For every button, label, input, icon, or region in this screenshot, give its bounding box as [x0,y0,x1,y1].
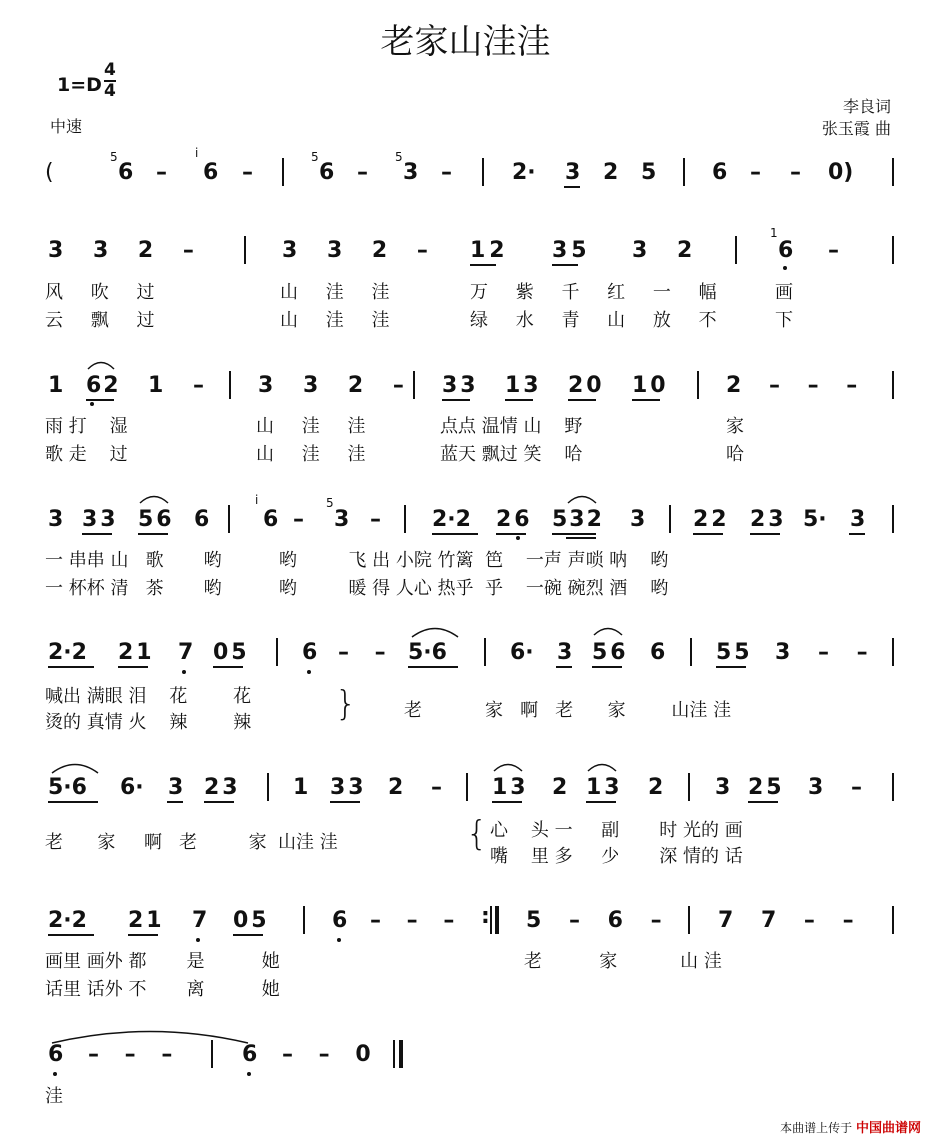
brace-open: { [466,814,488,854]
octave-dot [307,670,311,674]
bar-line [282,158,284,186]
notes: 56 [138,507,175,532]
underline [330,801,360,803]
note: 3 [168,775,184,800]
bar-line [683,158,685,186]
notes: 05 [213,640,250,665]
underline [167,801,183,803]
underline [505,399,533,401]
notes: 22 [693,507,730,532]
lyric-line-1: 喊出 满眼 泪 花 花 [45,686,252,707]
lyric-line-1: 心 头 一 副 时 光的 画 [490,820,743,841]
note: 6 [48,1042,64,1067]
note: 6 [302,640,318,665]
underline [566,537,596,539]
underline [849,533,865,535]
notes: 2·2 [432,507,471,532]
notes: 23 [204,775,241,800]
bar-line [688,906,690,934]
note: 6 [332,908,348,933]
notes: 33 [82,507,119,532]
notes: 21 [128,908,165,933]
time-signature [104,61,116,101]
underline [748,801,778,803]
key-signature: 1=D [57,74,102,96]
lyric-line-2: 烫的 真情 火 辣 辣 [45,712,252,733]
lyric-line-1: 山 洼 洼 [256,416,366,437]
note: 6· [510,640,534,665]
lyric-line-2: 一 杯杯 清 茶 哟 哟 暖 得 人心 热乎 乎 一碗 碗烈 酒 哟 [45,578,669,599]
grace-note: 5 [395,150,403,164]
lyric-line-2: 山 洼 洼 [256,444,366,465]
notes: 33 [330,775,367,800]
lyric-line-1: 老 家 山 洼 [524,951,722,972]
time-signature-top: 4 [104,60,116,80]
lyric-line-1: 山 洼 洼 [280,282,390,303]
notes: 55 [716,640,753,665]
note: 0) [828,160,854,185]
slur [586,760,618,772]
slur [138,492,170,504]
notes: 3 3 2 – [282,238,428,263]
footer-upload-credit [780,1117,921,1136]
lyric-line-2: 云 飘 过 [45,310,155,331]
grace-note: i [255,493,259,507]
underline [204,801,234,803]
note: – [370,507,381,532]
bar-line [892,158,894,186]
underline [496,533,526,535]
bar-line [211,1040,213,1068]
notes: 62 [86,373,121,398]
notes: 21 [118,640,155,665]
notes: 13 [586,775,623,800]
lyric-line-1: 洼 [45,1086,63,1107]
bar-line [393,1040,395,1068]
lyric-line-2: 嘴 里 多 少 深 情的 话 [490,846,743,867]
underline [632,399,660,401]
note: 3 [715,775,731,800]
notes: 3 3 2 – [258,373,404,398]
lyric-line-1: 点点 温情 山 野 [440,416,583,437]
bar-line [482,158,484,186]
bar-line [735,236,737,264]
notes: 56 [592,640,629,665]
underline [213,666,243,668]
note: 6 [242,1042,258,1067]
note: 3 [565,160,581,185]
lyric-shared: 老 家 啊 老 家 山洼 洼 [404,700,732,721]
underline [556,666,572,668]
lyric-line-1: 画 [775,282,793,303]
underline [442,399,470,401]
score-title: 老家山洼洼 [380,22,551,62]
octave-dot [783,266,787,270]
note: 3 [403,160,419,185]
note: 6 [203,160,219,185]
bar-line [892,773,894,801]
underline [592,666,622,668]
underline [693,533,723,535]
octave-dot [53,1072,57,1076]
note: 3 [557,640,573,665]
lyric-shared: 老 家 啊 老 家 山洼 洼 [45,832,338,853]
slur [566,492,598,504]
grace-note: i [195,146,199,160]
bar-line [244,236,246,264]
notes: 26 [496,507,533,532]
note: 6 [778,238,794,263]
bar-line [413,371,415,399]
notes: 35 [552,238,591,263]
repeat-dots: : [481,904,490,929]
underline [716,666,746,668]
note: 6 [319,160,335,185]
note: 3 [630,507,646,532]
bar-line [229,371,231,399]
note: 2· [512,160,536,185]
lyric-line-1: 雨 打 湿 [45,416,128,437]
notes: 3 – [808,775,862,800]
underline [82,533,112,535]
note: – [828,238,839,263]
bar-line [404,505,406,533]
note: 3 [334,507,350,532]
notes: 2 – [388,775,442,800]
underline [586,801,616,803]
grace-note: 1 [770,226,778,240]
underline [750,533,780,535]
notes: 20 [568,373,605,398]
lyric-line-2: 哈 [726,444,744,465]
underline [138,533,168,535]
notes: 5 – 6 – [526,908,662,933]
note: – [750,160,761,185]
underline [128,934,158,936]
bar-line [484,638,486,666]
underline [568,399,596,401]
bar-line [688,773,690,801]
brace-close: } [335,684,357,724]
note: – [293,507,304,532]
note: 7 [192,908,208,933]
bar-line [892,236,894,264]
note: 5 [641,160,657,185]
lyric-line-2: 话里 话外 不 离 她 [45,979,280,1000]
note: 3 [850,507,866,532]
bar-line [697,371,699,399]
lyric-line-1: 风 吹 过 [45,282,155,303]
underline [48,934,94,936]
bar-line [669,505,671,533]
slur [50,760,100,774]
note: – [156,160,167,185]
underline [48,666,94,668]
bar-line [892,371,894,399]
final-bar [399,1040,403,1068]
note: – [441,160,452,185]
lyric-line-1: 万 紫 千 红 一 幅 [470,282,717,303]
notes: 5·6 [48,775,87,800]
note: – [242,160,253,185]
note: 2 [603,160,619,185]
lyricist-credit: 李良词 [842,97,891,116]
notes: 13 [492,775,529,800]
note: 2 [552,775,568,800]
footer-text: 本曲谱上传于 [780,1121,853,1135]
bar-line [303,906,305,934]
grace-note: 5 [326,496,334,510]
note: 1 [293,775,309,800]
lyric-line-2: 歌 走 过 [45,444,128,465]
bar-line [892,505,894,533]
notes: 5·6 [408,640,447,665]
underline [118,666,148,668]
octave-dot [337,938,341,942]
octave-dot [90,402,94,406]
slur [86,358,116,370]
octave-dot [247,1072,251,1076]
slur [492,760,524,772]
notes: – – – [88,1042,173,1067]
site-logo[interactable]: 中国曲谱网 [855,1121,921,1136]
notes: 13 [505,373,542,398]
notes: 532 [552,507,604,532]
grace-note: 5 [110,150,118,164]
underline [408,666,458,668]
underline [233,934,263,936]
note: 6 [194,507,210,532]
time-signature-bottom: 4 [104,81,116,101]
lyric-line-2: 蓝天 飘过 笑 哈 [440,444,583,465]
notes: – – 0 [282,1042,371,1067]
bar-line [267,773,269,801]
lyric-line-2: 绿 水 青 山 放 不 [470,310,717,331]
notes: 3 2 [632,238,693,263]
notes: 23 [750,507,787,532]
note: – [790,160,801,185]
notes: 2·2 [48,640,87,665]
note: 6 [263,507,279,532]
underline [492,801,522,803]
lyric-line-1: 一 串串 山 歌 哟 哟 飞 出 小院 竹篱 笆 一声 声唢 呐 哟 [45,550,669,571]
notes: 3 – – [775,640,868,665]
notes: 2 – – – [726,373,858,398]
note: 3 [48,507,64,532]
note: 6 [712,160,728,185]
intro-open-paren: ( [45,160,54,185]
notes: 33 [442,373,479,398]
notes: 1 – [148,373,204,398]
note: 5· [803,507,827,532]
slur [410,624,460,638]
composer-credit: 张玉霞 曲 [821,119,891,138]
note: 2 [648,775,664,800]
notes: – – – [370,908,455,933]
octave-dot [182,670,186,674]
note: 6 [118,160,134,185]
underline [432,533,478,535]
note: 7 [178,640,194,665]
underline [564,186,580,188]
bar-line [690,638,692,666]
octave-dot [196,938,200,942]
notes: 3 3 2 – [48,238,194,263]
note: – [357,160,368,185]
underline [48,801,98,803]
note: 6· [120,775,144,800]
lyric-line-1: 家 [726,416,744,437]
note: 1 [48,373,64,398]
notes: 10 [632,373,669,398]
grace-note: 5 [311,150,319,164]
notes: 25 [748,775,785,800]
notes: 05 [233,908,270,933]
slur [592,624,624,636]
note: 6 [650,640,666,665]
bar-line [892,906,894,934]
underline [470,264,496,266]
notes: 2·2 [48,908,87,933]
underline [86,399,114,401]
notes: 12 [470,238,509,263]
lyric-line-1: 画里 画外 都 是 她 [45,951,280,972]
bar-line [490,906,492,934]
octave-dot [516,536,520,540]
repeat-end-bar [495,906,499,934]
notes: – – [338,640,386,665]
notes: 7 7 – – [718,908,854,933]
bar-line [466,773,468,801]
underline [552,533,596,535]
bar-line [276,638,278,666]
bar-line [892,638,894,666]
underline [552,264,578,266]
tempo-marking: 中速 [50,117,83,136]
lyric-line-2: 山 洼 洼 [280,310,390,331]
bar-line [228,505,230,533]
lyric-line-2: 下 [775,310,793,331]
